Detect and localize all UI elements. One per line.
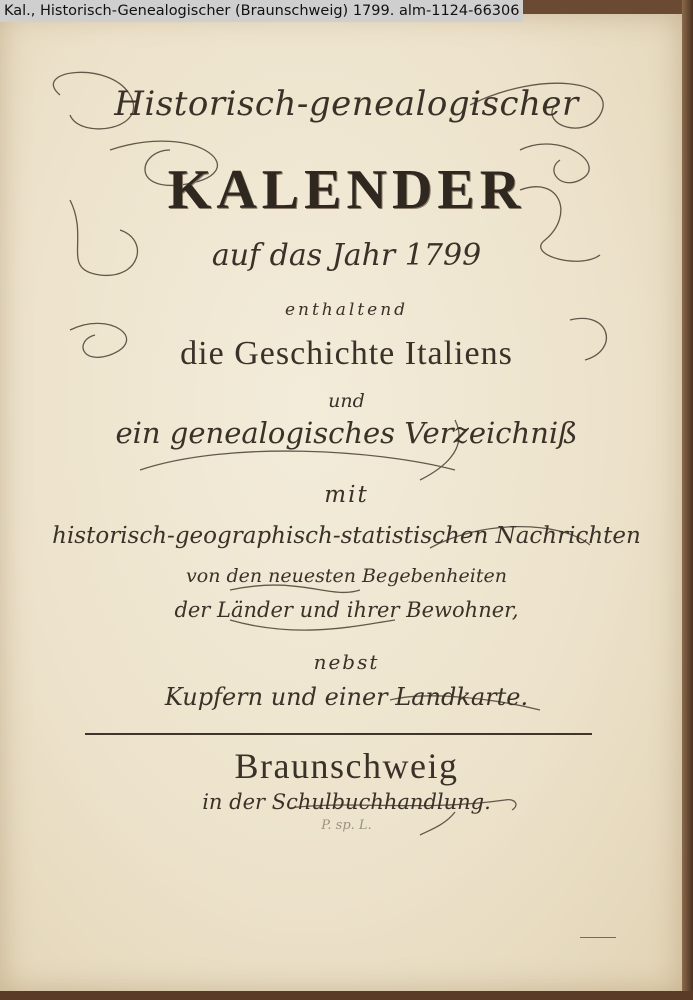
imprint-publisher: in der Schulbuchhandlung. <box>202 790 491 814</box>
shelfmark-pencil-note: P. sp. L. <box>321 818 372 833</box>
pencil-mark <box>580 937 616 938</box>
title-line-kalender: KALENDER <box>167 159 526 221</box>
title-line-landkarte: Kupfern und einer Landkarte. <box>164 683 529 711</box>
title-line-geschichte-italiens: die Geschichte Italiens <box>180 335 513 372</box>
title-line-nebst: nebst <box>313 650 380 674</box>
title-line-mit: mit <box>324 482 369 508</box>
title-line-historisch: Historisch-genealogischer <box>114 84 579 124</box>
title-line-year: auf das Jahr 1799 <box>211 238 482 273</box>
title-line-verzeichniss: ein genealogisches Verzeichniß <box>115 416 578 450</box>
title-line-und: und <box>328 390 365 412</box>
divider-rule <box>85 733 592 735</box>
title-line-bewohner: der Länder und ihrer Bewohner, <box>174 598 519 622</box>
title-line-enthaltend: enthaltend <box>284 300 409 320</box>
imprint-place: Braunschweig <box>234 746 459 786</box>
image-caption: Kal., Historisch-Genealogischer (Braunschweig) 1799. alm-1124-66306 <box>0 0 523 22</box>
book-edge-bottom <box>0 991 693 1000</box>
title-line-begebenheiten: von den neuesten Begebenheiten <box>186 565 507 587</box>
title-line-nachrichten: historisch-geographisch-statistischen Nachrichten <box>52 523 641 549</box>
